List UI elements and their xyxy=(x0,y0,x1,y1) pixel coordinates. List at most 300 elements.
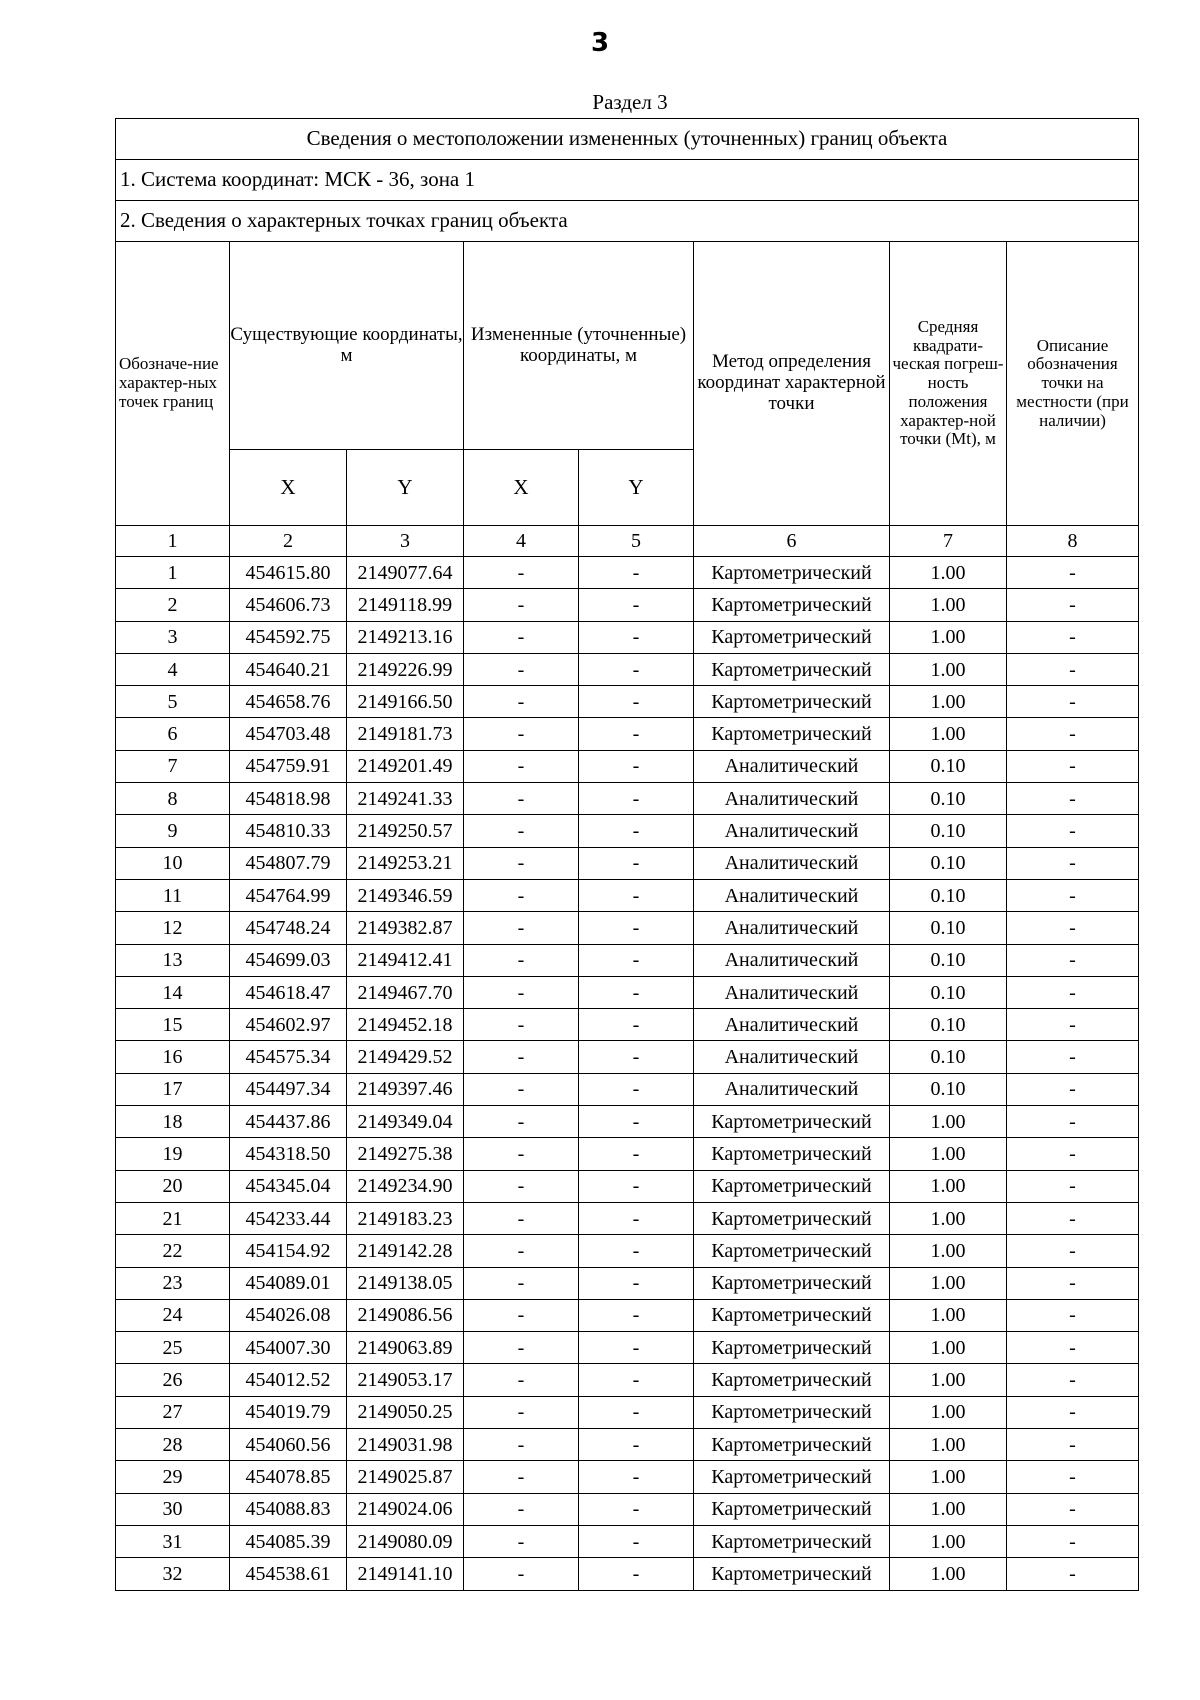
method: Картометрический xyxy=(694,1202,890,1234)
existing-y: 2149024.06 xyxy=(347,1493,464,1525)
existing-x: 454615.80 xyxy=(230,557,347,589)
existing-x: 454497.34 xyxy=(230,1073,347,1105)
column-number: 8 xyxy=(1007,526,1139,557)
description: - xyxy=(1007,1461,1139,1493)
mean-error: 1.00 xyxy=(890,1202,1007,1234)
existing-y: 2149213.16 xyxy=(347,621,464,653)
table-row xyxy=(116,1525,1139,1557)
table-row xyxy=(116,1138,1139,1170)
method: Картометрический xyxy=(694,653,890,685)
method: Картометрический xyxy=(694,589,890,621)
changed-x: - xyxy=(464,1364,579,1396)
table-row xyxy=(116,1332,1139,1364)
mean-error: 1.00 xyxy=(890,1267,1007,1299)
description: - xyxy=(1007,653,1139,685)
description: - xyxy=(1007,1106,1139,1138)
column-number: 7 xyxy=(890,526,1007,557)
changed-x: - xyxy=(464,976,579,1008)
method: Картометрический xyxy=(694,1429,890,1461)
changed-y: - xyxy=(579,1073,694,1105)
changed-y: - xyxy=(579,686,694,718)
table-row xyxy=(116,1267,1139,1299)
description: - xyxy=(1007,1429,1139,1461)
method: Аналитический xyxy=(694,976,890,1008)
point-number: 21 xyxy=(116,1202,230,1234)
point-number: 27 xyxy=(116,1396,230,1428)
point-number: 15 xyxy=(116,1009,230,1041)
existing-y: 2149250.57 xyxy=(347,815,464,847)
point-number: 9 xyxy=(116,815,230,847)
existing-y: 2149025.87 xyxy=(347,1461,464,1493)
existing-y: 2149166.50 xyxy=(347,686,464,718)
header-changed-x: X xyxy=(464,450,579,526)
changed-y: - xyxy=(579,847,694,879)
changed-y: - xyxy=(579,976,694,1008)
table-row xyxy=(116,1235,1139,1267)
point-number: 22 xyxy=(116,1235,230,1267)
mean-error: 1.00 xyxy=(890,653,1007,685)
changed-y: - xyxy=(579,1267,694,1299)
existing-y: 2149050.25 xyxy=(347,1396,464,1428)
description: - xyxy=(1007,879,1139,911)
changed-x: - xyxy=(464,815,579,847)
description: - xyxy=(1007,1202,1139,1234)
header-existing-x: X xyxy=(230,450,347,526)
existing-y: 2149346.59 xyxy=(347,879,464,911)
existing-x: 454012.52 xyxy=(230,1364,347,1396)
point-number: 32 xyxy=(116,1558,230,1590)
changed-y: - xyxy=(579,653,694,685)
existing-y: 2149429.52 xyxy=(347,1041,464,1073)
changed-x: - xyxy=(464,783,579,815)
method: Аналитический xyxy=(694,750,890,782)
existing-y: 2149063.89 xyxy=(347,1332,464,1364)
method: Картометрический xyxy=(694,1396,890,1428)
point-number: 20 xyxy=(116,1170,230,1202)
changed-x: - xyxy=(464,1493,579,1525)
changed-x: - xyxy=(464,944,579,976)
table-row xyxy=(116,944,1139,976)
mean-error: 0.10 xyxy=(890,750,1007,782)
mean-error: 1.00 xyxy=(890,557,1007,589)
changed-x: - xyxy=(464,1267,579,1299)
method: Картометрический xyxy=(694,1235,890,1267)
existing-y: 2149234.90 xyxy=(347,1170,464,1202)
existing-x: 454019.79 xyxy=(230,1396,347,1428)
changed-y: - xyxy=(579,621,694,653)
existing-x: 454026.08 xyxy=(230,1299,347,1331)
description: - xyxy=(1007,1138,1139,1170)
mean-error: 1.00 xyxy=(890,1106,1007,1138)
existing-y: 2149142.28 xyxy=(347,1235,464,1267)
mean-error: 1.00 xyxy=(890,1170,1007,1202)
point-number: 16 xyxy=(116,1041,230,1073)
mean-error: 1.00 xyxy=(890,1429,1007,1461)
changed-y: - xyxy=(579,815,694,847)
column-number-row xyxy=(116,526,1139,557)
existing-x: 454810.33 xyxy=(230,815,347,847)
points-info: 2. Сведения о характерных точках границ объекта xyxy=(116,201,1139,242)
header-error: Средняя квадрати-ческая погреш-ность положения характер-ной точки (Mt), м xyxy=(890,242,1007,526)
existing-y: 2149086.56 xyxy=(347,1299,464,1331)
existing-x: 454078.85 xyxy=(230,1461,347,1493)
method: Аналитический xyxy=(694,944,890,976)
existing-x: 454233.44 xyxy=(230,1202,347,1234)
table-row xyxy=(116,1558,1139,1590)
description: - xyxy=(1007,1332,1139,1364)
description: - xyxy=(1007,1558,1139,1590)
table-row xyxy=(116,1493,1139,1525)
point-number: 29 xyxy=(116,1461,230,1493)
existing-y: 2149118.99 xyxy=(347,589,464,621)
table-row xyxy=(116,1041,1139,1073)
existing-x: 454703.48 xyxy=(230,718,347,750)
method: Картометрический xyxy=(694,621,890,653)
changed-x: - xyxy=(464,750,579,782)
changed-y: - xyxy=(579,1364,694,1396)
description: - xyxy=(1007,1364,1139,1396)
existing-y: 2149226.99 xyxy=(347,653,464,685)
existing-y: 2149382.87 xyxy=(347,912,464,944)
existing-x: 454085.39 xyxy=(230,1525,347,1557)
description: - xyxy=(1007,944,1139,976)
mean-error: 1.00 xyxy=(890,718,1007,750)
method: Аналитический xyxy=(694,815,890,847)
method: Картометрический xyxy=(694,686,890,718)
mean-error: 0.10 xyxy=(890,912,1007,944)
table-row xyxy=(116,750,1139,782)
changed-y: - xyxy=(579,1235,694,1267)
header-existing-coordinates: Существующие координаты, м xyxy=(230,242,464,450)
method: Картометрический xyxy=(694,1558,890,1590)
existing-x: 454089.01 xyxy=(230,1267,347,1299)
changed-x: - xyxy=(464,1041,579,1073)
column-number: 5 xyxy=(579,526,694,557)
existing-x: 454764.99 xyxy=(230,879,347,911)
table-row xyxy=(116,1073,1139,1105)
changed-x: - xyxy=(464,1138,579,1170)
method: Аналитический xyxy=(694,1073,890,1105)
description: - xyxy=(1007,1493,1139,1525)
method: Аналитический xyxy=(694,1041,890,1073)
mean-error: 1.00 xyxy=(890,686,1007,718)
existing-y: 2149275.38 xyxy=(347,1138,464,1170)
changed-y: - xyxy=(579,1525,694,1557)
method: Картометрический xyxy=(694,718,890,750)
changed-x: - xyxy=(464,1170,579,1202)
point-number: 25 xyxy=(116,1332,230,1364)
boundary-points-table xyxy=(115,118,1139,1591)
point-number: 23 xyxy=(116,1267,230,1299)
changed-x: - xyxy=(464,1299,579,1331)
point-number: 24 xyxy=(116,1299,230,1331)
existing-x: 454759.91 xyxy=(230,750,347,782)
table-row xyxy=(116,1461,1139,1493)
changed-x: - xyxy=(464,1332,579,1364)
table-row xyxy=(116,1396,1139,1428)
changed-y: - xyxy=(579,718,694,750)
table-row xyxy=(116,1170,1139,1202)
changed-y: - xyxy=(579,944,694,976)
description: - xyxy=(1007,557,1139,589)
point-number: 19 xyxy=(116,1138,230,1170)
description: - xyxy=(1007,1299,1139,1331)
description: - xyxy=(1007,1396,1139,1428)
table-row xyxy=(116,1009,1139,1041)
table-row xyxy=(116,1202,1139,1234)
changed-x: - xyxy=(464,686,579,718)
method: Картометрический xyxy=(694,1525,890,1557)
changed-y: - xyxy=(579,1299,694,1331)
point-number: 17 xyxy=(116,1073,230,1105)
section-label: Раздел 3 xyxy=(592,90,668,114)
mean-error: 1.00 xyxy=(890,1525,1007,1557)
description: - xyxy=(1007,621,1139,653)
table-row xyxy=(116,783,1139,815)
changed-y: - xyxy=(579,557,694,589)
mean-error: 0.10 xyxy=(890,1041,1007,1073)
description: - xyxy=(1007,1170,1139,1202)
changed-x: - xyxy=(464,1235,579,1267)
existing-x: 454437.86 xyxy=(230,1106,347,1138)
changed-y: - xyxy=(579,1493,694,1525)
existing-x: 454007.30 xyxy=(230,1332,347,1364)
changed-x: - xyxy=(464,1558,579,1590)
point-number: 10 xyxy=(116,847,230,879)
existing-x: 454748.24 xyxy=(230,912,347,944)
column-number: 1 xyxy=(116,526,230,557)
changed-y: - xyxy=(579,1461,694,1493)
changed-x: - xyxy=(464,1009,579,1041)
mean-error: 1.00 xyxy=(890,1138,1007,1170)
changed-x: - xyxy=(464,1461,579,1493)
column-number: 4 xyxy=(464,526,579,557)
mean-error: 1.00 xyxy=(890,1396,1007,1428)
changed-x: - xyxy=(464,1396,579,1428)
description: - xyxy=(1007,1267,1139,1299)
point-number: 31 xyxy=(116,1525,230,1557)
point-number: 26 xyxy=(116,1364,230,1396)
existing-x: 454602.97 xyxy=(230,1009,347,1041)
method: Картометрический xyxy=(694,1461,890,1493)
changed-y: - xyxy=(579,589,694,621)
table-row xyxy=(116,653,1139,685)
header-existing-y: Y xyxy=(347,450,464,526)
changed-y: - xyxy=(579,1332,694,1364)
existing-x: 454606.73 xyxy=(230,589,347,621)
existing-y: 2149253.21 xyxy=(347,847,464,879)
method: Картометрический xyxy=(694,1138,890,1170)
method: Аналитический xyxy=(694,847,890,879)
existing-x: 454818.98 xyxy=(230,783,347,815)
existing-x: 454592.75 xyxy=(230,621,347,653)
existing-y: 2149349.04 xyxy=(347,1106,464,1138)
existing-x: 454538.61 xyxy=(230,1558,347,1590)
mean-error: 0.10 xyxy=(890,1009,1007,1041)
existing-y: 2149031.98 xyxy=(347,1429,464,1461)
table-row xyxy=(116,686,1139,718)
method: Картометрический xyxy=(694,1299,890,1331)
point-number: 6 xyxy=(116,718,230,750)
changed-y: - xyxy=(579,1429,694,1461)
table-row xyxy=(116,879,1139,911)
mean-error: 1.00 xyxy=(890,1235,1007,1267)
existing-y: 2149467.70 xyxy=(347,976,464,1008)
mean-error: 0.10 xyxy=(890,976,1007,1008)
changed-y: - xyxy=(579,750,694,782)
existing-y: 2149183.23 xyxy=(347,1202,464,1234)
point-number: 5 xyxy=(116,686,230,718)
table-row xyxy=(116,718,1139,750)
method: Картометрический xyxy=(694,1106,890,1138)
existing-x: 454618.47 xyxy=(230,976,347,1008)
point-number: 30 xyxy=(116,1493,230,1525)
method: Картометрический xyxy=(694,1332,890,1364)
existing-x: 454154.92 xyxy=(230,1235,347,1267)
table-row xyxy=(116,976,1139,1008)
existing-y: 2149201.49 xyxy=(347,750,464,782)
column-number: 6 xyxy=(694,526,890,557)
point-number: 7 xyxy=(116,750,230,782)
point-number: 4 xyxy=(116,653,230,685)
point-number: 1 xyxy=(116,557,230,589)
mean-error: 1.00 xyxy=(890,1332,1007,1364)
changed-y: - xyxy=(579,1041,694,1073)
changed-x: - xyxy=(464,1202,579,1234)
existing-y: 2149397.46 xyxy=(347,1073,464,1105)
description: - xyxy=(1007,815,1139,847)
mean-error: 0.10 xyxy=(890,783,1007,815)
table-row xyxy=(116,1429,1139,1461)
existing-y: 2149053.17 xyxy=(347,1364,464,1396)
changed-x: - xyxy=(464,879,579,911)
description: - xyxy=(1007,1235,1139,1267)
table-row xyxy=(116,847,1139,879)
point-number: 8 xyxy=(116,783,230,815)
changed-y: - xyxy=(579,912,694,944)
mean-error: 1.00 xyxy=(890,1364,1007,1396)
description: - xyxy=(1007,783,1139,815)
point-number: 18 xyxy=(116,1106,230,1138)
description: - xyxy=(1007,976,1139,1008)
mean-error: 1.00 xyxy=(890,1558,1007,1590)
existing-x: 454575.34 xyxy=(230,1041,347,1073)
existing-x: 454640.21 xyxy=(230,653,347,685)
method: Картометрический xyxy=(694,557,890,589)
existing-y: 2149080.09 xyxy=(347,1525,464,1557)
header-description: Описание обозначения точки на местности (при наличии) xyxy=(1007,242,1139,526)
description: - xyxy=(1007,686,1139,718)
changed-y: - xyxy=(579,1558,694,1590)
changed-y: - xyxy=(579,879,694,911)
description: - xyxy=(1007,1041,1139,1073)
existing-y: 2149241.33 xyxy=(347,783,464,815)
changed-x: - xyxy=(464,557,579,589)
existing-x: 454807.79 xyxy=(230,847,347,879)
description: - xyxy=(1007,718,1139,750)
changed-x: - xyxy=(464,1106,579,1138)
existing-y: 2149138.05 xyxy=(347,1267,464,1299)
method: Картометрический xyxy=(694,1267,890,1299)
description: - xyxy=(1007,1525,1139,1557)
table-title: Сведения о местоположении измененных (уточненных) границ объекта xyxy=(116,119,1139,160)
mean-error: 1.00 xyxy=(890,1461,1007,1493)
existing-y: 2149181.73 xyxy=(347,718,464,750)
changed-y: - xyxy=(579,1009,694,1041)
table-row xyxy=(116,1299,1139,1331)
mean-error: 0.10 xyxy=(890,944,1007,976)
header-changed-coordinates: Измененные (уточненные) координаты, м xyxy=(464,242,694,450)
table-row xyxy=(116,815,1139,847)
description: - xyxy=(1007,1009,1139,1041)
existing-x: 454088.83 xyxy=(230,1493,347,1525)
method: Картометрический xyxy=(694,1170,890,1202)
page-number: 3 xyxy=(590,28,610,58)
existing-x: 454699.03 xyxy=(230,944,347,976)
mean-error: 1.00 xyxy=(890,1299,1007,1331)
method: Аналитический xyxy=(694,879,890,911)
description: - xyxy=(1007,589,1139,621)
existing-y: 2149452.18 xyxy=(347,1009,464,1041)
existing-x: 454060.56 xyxy=(230,1429,347,1461)
changed-x: - xyxy=(464,589,579,621)
changed-x: - xyxy=(464,912,579,944)
mean-error: 1.00 xyxy=(890,589,1007,621)
method: Картометрический xyxy=(694,1364,890,1396)
changed-x: - xyxy=(464,653,579,685)
point-number: 12 xyxy=(116,912,230,944)
table-row xyxy=(116,1106,1139,1138)
column-number: 3 xyxy=(347,526,464,557)
point-number: 28 xyxy=(116,1429,230,1461)
point-number: 11 xyxy=(116,879,230,911)
point-number: 2 xyxy=(116,589,230,621)
mean-error: 0.10 xyxy=(890,879,1007,911)
mean-error: 0.10 xyxy=(890,847,1007,879)
existing-y: 2149141.10 xyxy=(347,1558,464,1590)
header-changed-y: Y xyxy=(579,450,694,526)
changed-y: - xyxy=(579,1138,694,1170)
existing-y: 2149412.41 xyxy=(347,944,464,976)
table-row xyxy=(116,557,1139,589)
existing-y: 2149077.64 xyxy=(347,557,464,589)
changed-y: - xyxy=(579,1170,694,1202)
description: - xyxy=(1007,750,1139,782)
method: Аналитический xyxy=(694,783,890,815)
description: - xyxy=(1007,847,1139,879)
point-number: 3 xyxy=(116,621,230,653)
table-row xyxy=(116,621,1139,653)
description: - xyxy=(1007,912,1139,944)
coordinate-system: 1. Система координат: МСК - 36, зона 1 xyxy=(116,160,1139,201)
changed-x: - xyxy=(464,718,579,750)
mean-error: 1.00 xyxy=(890,621,1007,653)
changed-x: - xyxy=(464,847,579,879)
changed-x: - xyxy=(464,1429,579,1461)
method: Картометрический xyxy=(694,1493,890,1525)
changed-y: - xyxy=(579,1106,694,1138)
column-number: 2 xyxy=(230,526,347,557)
changed-x: - xyxy=(464,621,579,653)
existing-x: 454658.76 xyxy=(230,686,347,718)
changed-y: - xyxy=(579,1396,694,1428)
changed-y: - xyxy=(579,783,694,815)
table-row xyxy=(116,1364,1139,1396)
method: Аналитический xyxy=(694,912,890,944)
mean-error: 0.10 xyxy=(890,1073,1007,1105)
table-row xyxy=(116,589,1139,621)
point-number: 14 xyxy=(116,976,230,1008)
